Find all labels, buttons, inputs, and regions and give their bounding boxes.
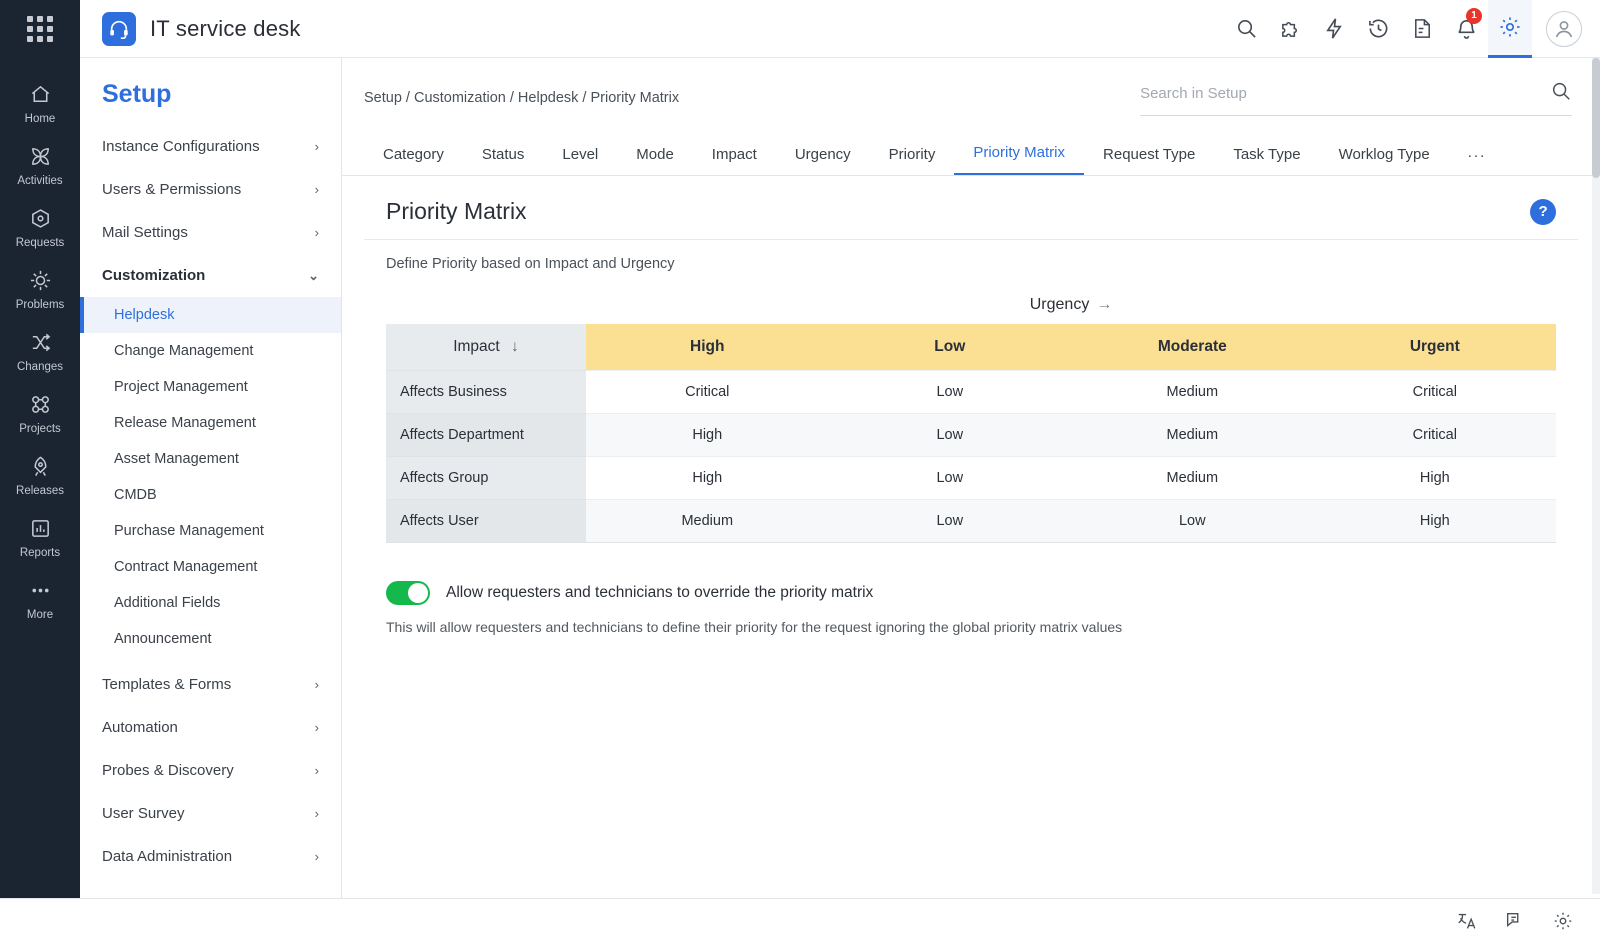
sidebar-subitem-label: CMDB [114, 487, 157, 503]
rail-label: Projects [19, 423, 61, 435]
puzzle-icon[interactable] [1268, 0, 1312, 58]
sidebar-subitem-label: Contract Management [114, 559, 258, 575]
sidebar-item-purchase-management[interactable] [80, 513, 341, 549]
sidebar-item-label: Data Administration [102, 848, 233, 865]
matrix-cell[interactable]: High [586, 457, 829, 500]
matrix-cell[interactable]: High [586, 414, 829, 457]
sidebar-item-users-permissions[interactable] [80, 168, 341, 211]
top-bar [0, 0, 1600, 58]
matrix-cell[interactable]: Critical [1314, 371, 1557, 414]
matrix-col-urgent: Urgent [1314, 324, 1557, 371]
reports-icon [29, 517, 52, 540]
customization-sublist [80, 297, 341, 663]
user-avatar[interactable] [1546, 11, 1582, 47]
breadcrumb: Setup / Customization / Helpdesk / Priority Matrix [364, 90, 680, 106]
matrix-cell[interactable]: Low [829, 414, 1072, 457]
matrix-col-moderate: Moderate [1071, 324, 1314, 371]
rail-item-problems[interactable] [0, 258, 80, 320]
matrix-cell[interactable]: Medium [1071, 371, 1314, 414]
notes-icon[interactable] [1400, 0, 1444, 58]
sidebar-subitem-label: Additional Fields [114, 595, 221, 611]
matrix-cell[interactable]: Medium [586, 500, 829, 543]
chevron-right-icon: › [314, 139, 319, 154]
matrix-cell[interactable]: Low [829, 500, 1072, 543]
sidebar-item-automation[interactable] [80, 706, 341, 749]
gear-icon[interactable] [1488, 0, 1532, 58]
matrix-row-label: Affects Group [386, 457, 586, 500]
table-row [386, 414, 1556, 457]
matrix-cell[interactable]: Low [829, 457, 1072, 500]
tab-worklog-type[interactable]: Worklog Type [1338, 146, 1430, 163]
chevron-right-icon: › [314, 182, 319, 197]
arrow-down-icon: ↓ [511, 338, 519, 355]
rail-label: Activities [17, 175, 63, 187]
sidebar-item-contract-management[interactable] [80, 549, 341, 585]
topbar-actions [1224, 0, 1600, 58]
sidebar-item-instance-configurations[interactable] [80, 125, 341, 168]
sidebar-item-label: Instance Configurations [102, 138, 260, 155]
matrix-row-label: Affects User [386, 500, 586, 543]
rail-item-requests[interactable] [0, 196, 80, 258]
priority-matrix [342, 272, 1600, 543]
impact-axis-label [386, 324, 586, 371]
setup-search[interactable] [1140, 80, 1572, 116]
sidebar-item-label: Users & Permissions [102, 181, 242, 198]
sidebar-item-mail-settings[interactable] [80, 211, 341, 254]
page-description: Define Priority based on Impact and Urgency [386, 256, 675, 272]
urgency-axis-label [586, 286, 1556, 324]
override-toggle-description: This will allow requesters and technicians to define their priority for the request ignoring the global priority matrix values [386, 619, 1123, 635]
rail-item-reports[interactable] [0, 506, 80, 568]
rail-label: Releases [16, 485, 64, 497]
matrix-col-low: Low [829, 324, 1072, 371]
sidebar-item-label: Templates & Forms [102, 676, 232, 693]
matrix-row-label: Affects Department [386, 414, 586, 457]
notification-badge: 1 [1466, 8, 1482, 24]
rail-label: Changes [16, 361, 64, 373]
matrix-cell[interactable]: Low [1071, 500, 1314, 543]
scrollbar-thumb[interactable] [1592, 58, 1600, 178]
tab-status[interactable]: Status [481, 146, 525, 163]
matrix-cell[interactable]: Medium [1071, 414, 1314, 457]
sidebar-item-customization[interactable] [80, 254, 341, 297]
rail-label: Home [24, 113, 56, 125]
sidebar-subitem-label: Announcement [114, 631, 212, 647]
rail-label: Requests [15, 237, 65, 249]
override-toggle-label: Allow requesters and technicians to override the priority matrix [446, 584, 874, 601]
sidebar-item-label: User Survey [102, 805, 185, 822]
sidebar-item-label: Automation [102, 719, 178, 736]
sidebar-subitem-label: Asset Management [114, 451, 239, 467]
search-icon[interactable] [1550, 80, 1572, 107]
flash-icon[interactable] [1312, 0, 1356, 58]
sidebar-item-project-management[interactable] [80, 369, 341, 405]
matrix-cell[interactable]: Low [829, 371, 1072, 414]
chevron-right-icon: › [314, 806, 319, 821]
table-row [386, 457, 1556, 500]
body [0, 58, 1600, 898]
breadcrumb-row [342, 58, 1600, 116]
sidebar-item-helpdesk[interactable] [80, 297, 341, 333]
translate-icon[interactable] [1456, 910, 1478, 932]
releases-icon [29, 455, 52, 478]
sidebar-item-label: Mail Settings [102, 224, 188, 241]
feedback-icon[interactable] [1504, 910, 1526, 932]
left-rail [0, 58, 80, 898]
sidebar-item-announcement[interactable] [80, 621, 341, 657]
tab-urgency[interactable]: Urgency [794, 146, 851, 163]
changes-icon [29, 331, 52, 354]
chevron-right-icon: › [314, 225, 319, 240]
bottom-bar [0, 898, 1600, 942]
rail-item-home[interactable] [0, 72, 80, 134]
toggle-knob [408, 583, 428, 603]
page-scrollbar[interactable] [1592, 58, 1600, 894]
search-icon[interactable] [1224, 0, 1268, 58]
tab-level[interactable]: Level [562, 146, 599, 163]
sidebar-item-label: Probes & Discovery [102, 762, 234, 779]
matrix-cell[interactable]: Critical [1314, 414, 1557, 457]
requests-icon [29, 207, 52, 230]
rail-item-more[interactable] [0, 568, 80, 630]
page-header [364, 176, 1578, 240]
chevron-right-icon: › [314, 763, 319, 778]
home-icon [29, 83, 52, 106]
rail-label: Reports [19, 547, 61, 559]
sidebar-item-user-survey[interactable] [80, 792, 341, 835]
sidebar-item-additional-fields[interactable] [80, 585, 341, 621]
sidebar-item-probes-discovery[interactable] [80, 749, 341, 792]
more-icon [29, 579, 52, 602]
tab-task-type[interactable]: Task Type [1233, 146, 1301, 163]
sidebar-item-label: Customization [102, 267, 206, 284]
tab-priority[interactable]: Priority [888, 146, 936, 163]
problems-icon [29, 269, 52, 292]
tab-priority-matrix[interactable]: Priority Matrix [954, 144, 1084, 175]
help-icon[interactable]: ? [1530, 199, 1556, 225]
brand [80, 12, 301, 46]
chevron-right-icon: › [314, 849, 319, 864]
setup-title: Setup [102, 80, 172, 108]
priority-matrix-table [386, 324, 1556, 543]
override-toggle[interactable] [386, 581, 430, 605]
matrix-cell[interactable]: High [1314, 457, 1557, 500]
urgency-axis-text: Urgency [1029, 296, 1090, 313]
activities-icon [29, 145, 52, 168]
tab-mode[interactable]: Mode [636, 146, 674, 163]
sidebar-subitem-label: Release Management [114, 415, 256, 431]
sidebar-item-data-administration[interactable] [80, 835, 341, 878]
tab-category[interactable]: Category [383, 146, 444, 163]
matrix-col-high: High [586, 324, 829, 371]
headset-logo-icon [102, 12, 136, 46]
rail-item-activities[interactable] [0, 134, 80, 196]
sidebar-item-change-management[interactable] [80, 333, 341, 369]
override-toggle-row [342, 543, 1600, 605]
sidebar-subitem-label: Change Management [114, 343, 254, 359]
sidebar-item-templates-forms[interactable] [80, 663, 341, 706]
tab-impact[interactable]: Impact [711, 146, 757, 163]
matrix-cell[interactable]: Critical [586, 371, 829, 414]
matrix-header-row [386, 324, 1556, 371]
chevron-right-icon: › [314, 677, 319, 692]
table-row [386, 500, 1556, 543]
table-row [386, 371, 1556, 414]
matrix-row-label: Affects Business [386, 371, 586, 414]
projects-icon [29, 393, 52, 416]
matrix-cell[interactable]: Medium [1071, 457, 1314, 500]
chevron-down-icon: ⌄ [308, 267, 319, 283]
app-grid-icon[interactable] [0, 0, 80, 58]
rail-label: More [26, 609, 54, 621]
page-title: Priority Matrix [386, 198, 527, 224]
rail-label: Problems [15, 299, 65, 311]
tab-request-type[interactable]: Request Type [1103, 146, 1196, 163]
app-title: IT service desk [150, 15, 301, 41]
sidebar-item-release-management[interactable] [80, 405, 341, 441]
impact-axis-text: Impact [453, 338, 500, 355]
search-input[interactable] [1140, 85, 1540, 102]
sidebar-subitem-label: Project Management [114, 379, 248, 395]
matrix-cell[interactable]: High [1314, 500, 1557, 543]
chevron-right-icon: › [314, 720, 319, 735]
bell-icon[interactable] [1444, 0, 1488, 58]
arrow-right-icon: → [1096, 296, 1113, 313]
main-content [342, 58, 1600, 898]
sidebar-subitem-label: Purchase Management [114, 523, 264, 539]
rail-item-projects[interactable] [0, 382, 80, 444]
setup-sidebar [80, 58, 342, 898]
sidebar-item-asset-management[interactable] [80, 441, 341, 477]
settings-gear-icon[interactable] [1552, 910, 1574, 932]
tab-overflow-more[interactable]: ... [1467, 144, 1487, 161]
history-icon[interactable] [1356, 0, 1400, 58]
rail-item-changes[interactable] [0, 320, 80, 382]
sidebar-item-cmdb[interactable] [80, 477, 341, 513]
tab-bar [342, 126, 1600, 176]
rail-item-releases[interactable] [0, 444, 80, 506]
sidebar-subitem-label: Helpdesk [114, 307, 175, 323]
